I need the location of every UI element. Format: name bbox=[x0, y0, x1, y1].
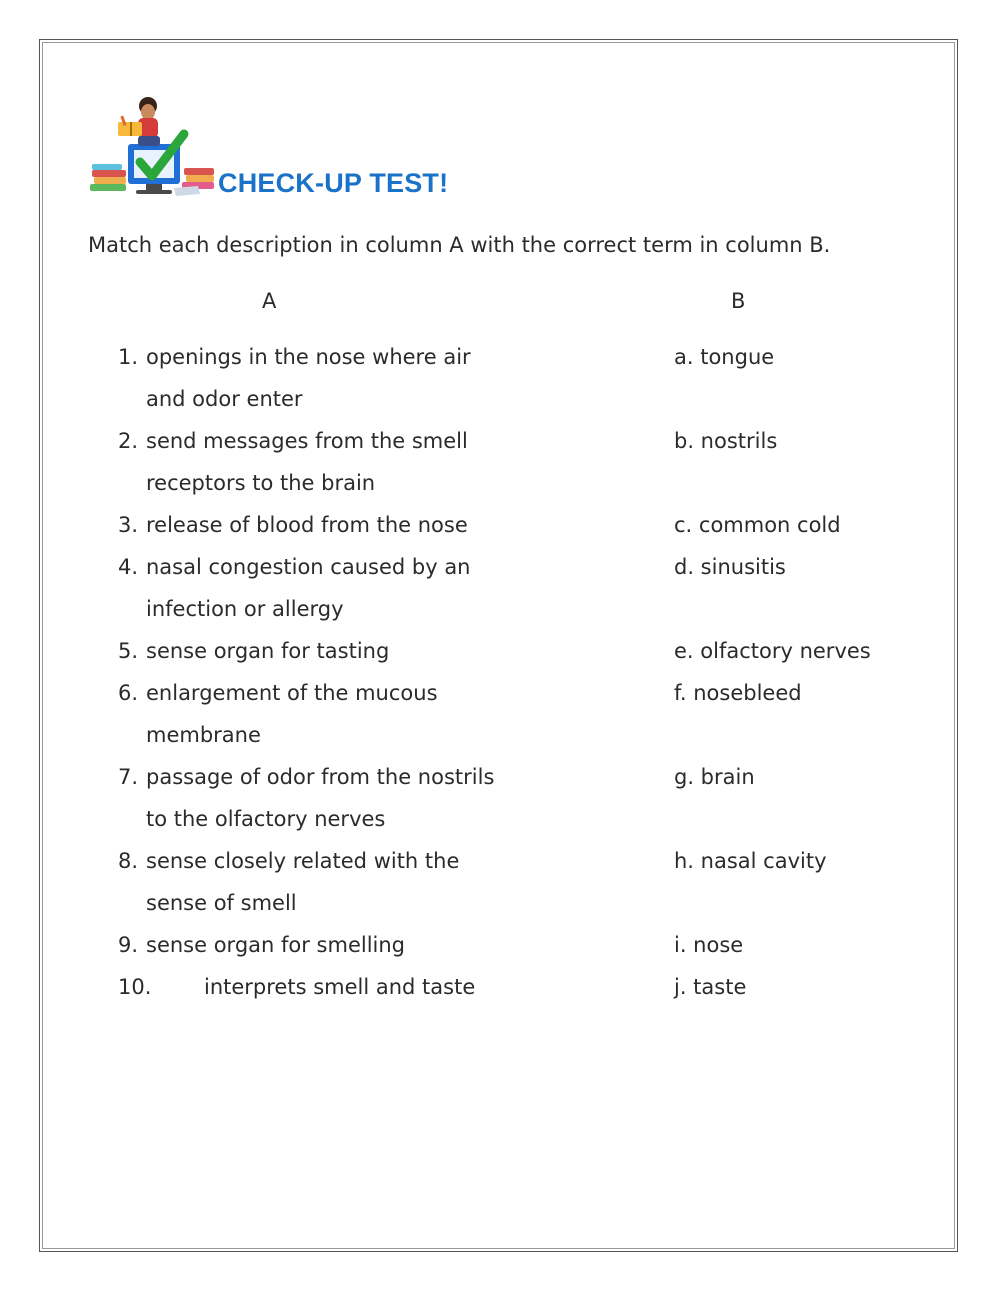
item-description: interprets smell and taste bbox=[204, 975, 476, 999]
item-number: 6. bbox=[117, 681, 138, 705]
item-description: nasal congestion caused by an bbox=[146, 555, 471, 579]
term-e: e. olfactory nerves bbox=[674, 639, 871, 663]
term-i: i. nose bbox=[674, 933, 744, 957]
item-number: 4. bbox=[117, 555, 138, 579]
item-description: passage of odor from the nostrils bbox=[146, 765, 495, 789]
item-number: 1. bbox=[117, 345, 138, 369]
item-description: enlargement of the mucous bbox=[146, 681, 438, 705]
item-number: 3. bbox=[117, 513, 138, 537]
term-c: c. common cold bbox=[674, 513, 841, 537]
item-description: send messages from the smell bbox=[146, 429, 468, 453]
item-description: sense organ for smelling bbox=[146, 933, 406, 957]
item-description: release of blood from the nose bbox=[146, 513, 468, 537]
term-h: h. nasal cavity bbox=[674, 849, 827, 873]
item-description-cont: receptors to the brain bbox=[146, 471, 376, 495]
item-description-cont: infection or allergy bbox=[146, 597, 344, 621]
item-number: 10. bbox=[118, 975, 152, 999]
item-number: 2. bbox=[117, 429, 138, 453]
item-description: sense closely related with the bbox=[146, 849, 460, 873]
instructions: Match each description in column A with the correct term in column B. bbox=[88, 233, 831, 257]
term-d: d. sinusitis bbox=[674, 555, 786, 579]
column-b-header: B bbox=[731, 289, 746, 313]
item-description: sense organ for tasting bbox=[146, 639, 390, 663]
term-b: b. nostrils bbox=[674, 429, 778, 453]
item-number: 8. bbox=[117, 849, 138, 873]
item-number: 5. bbox=[117, 639, 138, 663]
page-title: CHECK-UP TEST! bbox=[218, 168, 449, 198]
item-number: 7. bbox=[117, 765, 138, 789]
reading-student-checkmark-icon bbox=[88, 92, 218, 202]
item-number: 9. bbox=[117, 933, 138, 957]
item-description-cont: and odor enter bbox=[146, 387, 303, 411]
term-a: a. tongue bbox=[674, 345, 775, 369]
term-j: j. taste bbox=[674, 975, 747, 999]
item-description: openings in the nose where air bbox=[146, 345, 471, 369]
item-description-cont: membrane bbox=[146, 723, 261, 747]
term-g: g. brain bbox=[674, 765, 755, 789]
term-f: f. nosebleed bbox=[674, 681, 802, 705]
column-a-header: A bbox=[262, 289, 277, 313]
item-description-cont: sense of smell bbox=[146, 891, 297, 915]
item-description-cont: to the olfactory nerves bbox=[146, 807, 386, 831]
